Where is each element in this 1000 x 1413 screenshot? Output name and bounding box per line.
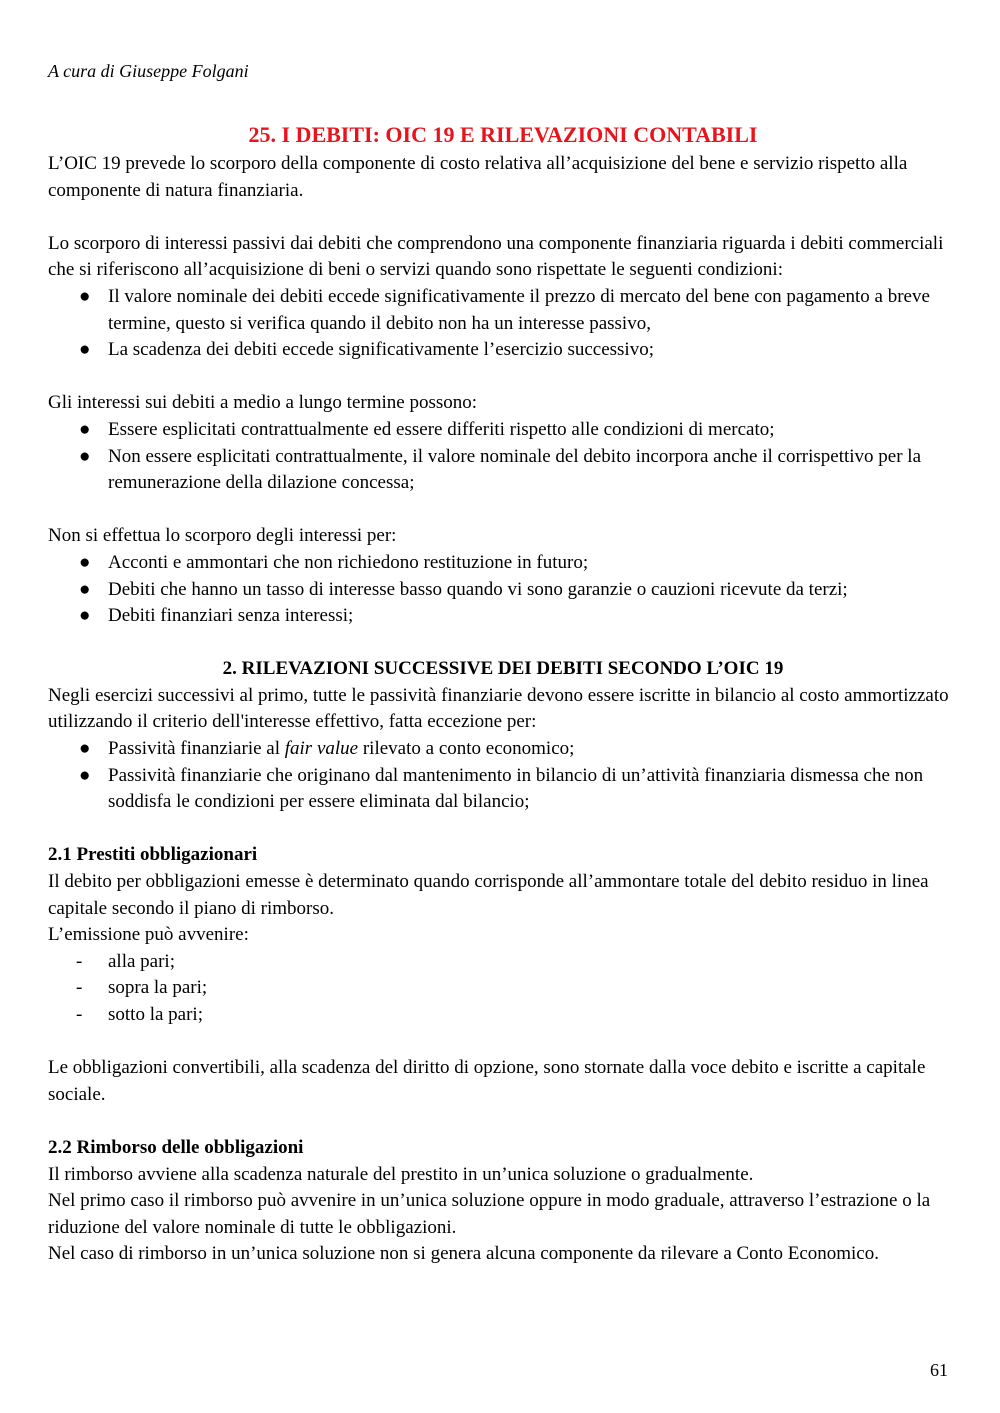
interessi-paragraph: Gli interessi sui debiti a medio a lungo termine possono: [48,392,478,414]
bullet-marker: ● [79,551,91,573]
bullet-marker: ● [79,738,91,760]
section-2-heading: 2. RILEVAZIONI SUCCESSIVE DEI DEBITI SECONDO L’OIC 19 [222,658,784,680]
document-body [48,151,958,1268]
convertibili-paragraph: Le obbligazioni convertibili, alla scadenza del diritto di opzione, sono stornate dalla voce debito e iscritte a capitale sociale. [48,1057,926,1105]
section-2-list [48,736,958,816]
dash-marker: - [76,950,83,972]
section-2-paragraph: Negli esercizi successivi al primo, tutte le passività finanziarie devono essere iscritte in bilancio al costo ammortizzato utilizzando il criterio dell'interesse effettivo, fatta eccezione per: [48,684,949,733]
emissione-list [48,949,958,1029]
no-scorporo-paragraph: Non si effettua lo scorporo degli interessi per: [48,525,397,547]
rimborso-line-1: Il rimborso avviene alla scadenza naturale del prestito in un’unica soluzione o gradualmente. [48,1163,754,1185]
list-item: ● La scadenza dei debiti eccede significativamente l’esercizio successivo; [48,337,958,364]
list-item: ● Debiti finanziari senza interessi; [48,603,958,630]
list-item: ● Passività finanziarie al fair value rilevato a conto economico; [48,736,958,763]
list-item: ● Passività finanziarie che originano dal mantenimento in bilancio di un’attività finanziaria dismessa che non soddisfa le condizioni per essere eliminata dal bilancio; [79,764,924,813]
list-item: ● Il valore nominale dei debiti eccede significativamente il prezzo di mercato del bene con pagamento a breve termine, questo si verifica quando il debito non ha un interesse passivo, [79,285,930,334]
list-item: - sotto la pari; [48,1002,958,1029]
section-2-2-heading: 2.2 Rimborso delle obbligazioni [48,1136,304,1158]
list-item: ● Acconti e ammontari che non richiedono restituzione in futuro; [48,550,958,577]
bullet-marker: ● [79,764,91,786]
interessi-list [48,417,958,497]
scorporo-paragraph: Lo scorporo di interessi passivi dai debiti che comprendono una componente finanziaria riguarda i debiti commerciali che si riferiscono all’acquisizione di beni o servizi quando sono rispettate le seguenti condizioni: [48,232,944,281]
section-2-1-paragraph: Il debito per obbligazioni emesse è determinato quando corrisponde all’ammontare totale del debito residuo in linea capitale secondo il piano di rimborso. [48,871,929,919]
bullet-marker: ● [79,605,91,627]
list-item: ● Essere esplicitati contrattualmente ed essere differiti rispetto alle condizioni di mercato; [48,417,958,444]
fair-value-term: fair value [284,738,359,760]
dash-marker: - [76,1004,83,1025]
list-item: ● Debiti che hanno un tasso di interesse basso quando vi sono garanzie o cauzioni ricevute da terzi; [48,577,958,604]
rimborso-line-3: Nel caso di rimborso in un’unica soluzione non si genera alcuna componente da rilevare a Conto Economico. [48,1243,879,1265]
bullet-marker: ● [79,445,91,467]
no-scorporo-list [48,550,958,630]
rimborso-line-2: Nel primo caso il rimborso può avvenire in un’unica soluzione oppure in modo graduale, attraverso l’estrazione o la riduzione del valore nominale di tutte le obbligazioni. [48,1190,931,1238]
bullet-marker: ● [79,285,91,307]
page-title: 25. I DEBITI: OIC 19 E RILEVAZIONI CONTABILI [248,122,758,147]
list-item: - sopra la pari; [48,975,958,1002]
bullet-marker: ● [79,339,91,361]
page-number: 61 [930,1360,948,1380]
scorporo-conditions-list [48,284,958,364]
list-item: - alla pari; [48,949,958,976]
dash-marker: - [76,977,83,999]
bullet-marker: ● [79,418,91,440]
intro-paragraph: L’OIC 19 prevede lo scorporo della componente di costo relativa all’acquisizione del bene e servizio rispetto alla componente di natura finanziaria. [48,153,908,201]
author-header: A cura di Giuseppe Folgani [48,61,249,81]
list-item: ● Non essere esplicitati contrattualmente, il valore nominale del debito incorpora anche il corrispettivo per la remunerazione della dilazione concessa; [79,445,922,494]
emissione-paragraph: L’emissione può avvenire: [48,924,249,946]
section-2-1-heading: 2.1 Prestiti obbligazionari [48,844,258,866]
bullet-marker: ● [79,578,91,600]
